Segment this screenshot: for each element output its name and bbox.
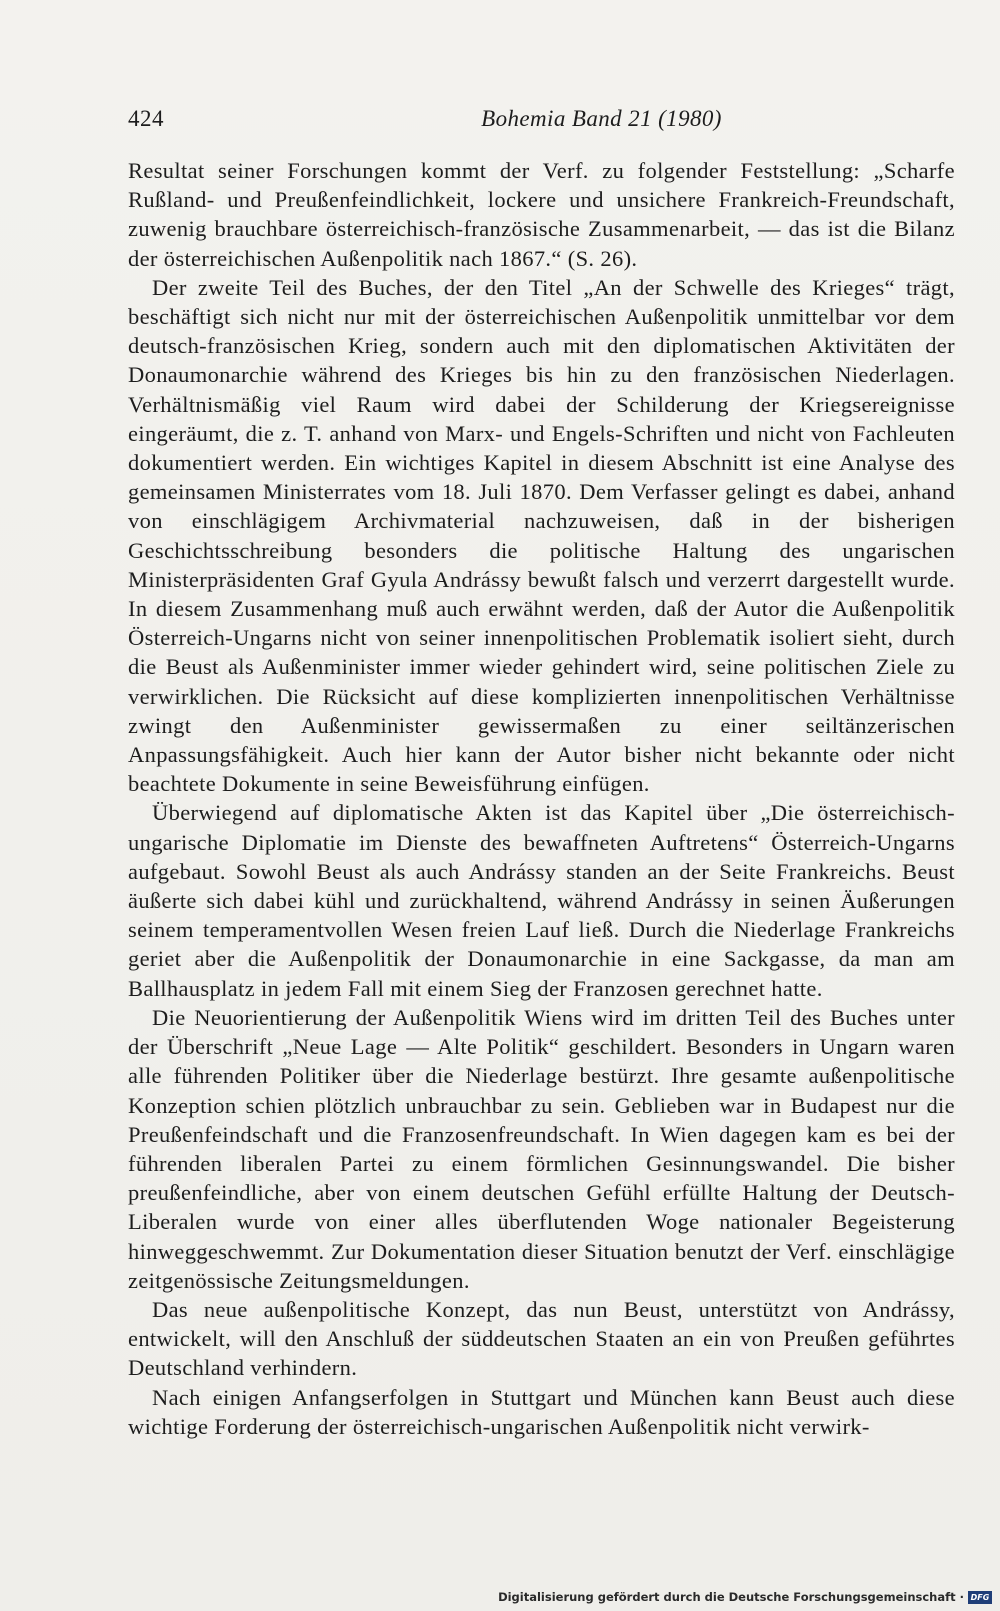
paragraph: Die Neuorientierung der Außenpolitik Wiens wird im dritten Teil des Buches unter der Überschrift „Neue Lage — Alte Politik“ geschildert. Besonders in Ungarn waren alle führenden Politiker über die Niederlage bestürzt. Ihre gesamte außenpolitische Konzeption schien plötzlich unbrauchbar zu sein. Geblieben war in Budapest nur die Preußenfeindschaft und die Franzosenfreundschaft. In Wien dagegen kam es bei der führenden liberalen Partei zu einem förmlichen Gesinnungswandel. Die bisher preußenfeindliche, aber von einem deutschen Gefühl erfüllte Haltung der Deutsch-Liberalen wurde von einer alles überflutenden Woge nationaler Begeisterung hinweggeschwemmt. Zur Dokumentation dieser Situation benutzt der Verf. einschlägige zeitgenössische Zeitungsmeldungen.	[128, 1004, 955, 1293]
paragraph: Das neue außenpolitische Konzept, das nun Beust, unterstützt von Andrássy, entwickelt, will den Anschluß der süddeutschen Staaten an ein von Preußen geführtes Deutschland verhindern.	[128, 1296, 955, 1381]
body-text	[128, 156, 955, 1441]
paragraph: Überwiegend auf diplomatische Akten ist das Kapitel über „Die österreichisch-ungarische Diplomatie im Dienste des bewaffneten Auftretens“ Österreich-Ungarns aufgebaut. Sowohl Beust als auch Andrássy standen an der Seite Frankreichs. Beust äußerte sich dabei kühl und zurückhaltend, während Andrássy in seinen Äußerungen seinem temperamentvollen Wesen freien Lauf ließ. Durch die Niederlage Frankreichs geriet aber die Außenpolitik der Donaumonarchie in eine Sackgasse, da man am Ballhausplatz in jedem Fall mit einem Sieg der Franzosen gerechnet hatte.	[128, 800, 955, 1001]
running-head: Bohemia Band 21 (1980)	[481, 106, 722, 131]
dfg-logo-icon: DFG	[968, 1591, 992, 1604]
paragraph: Resultat seiner Forschungen kommt der Verf. zu folgender Feststellung: „Scharfe Rußland- und Preußenfeindlichkeit, lockere und unsichere Frankreich-Freundschaft, zuwenig brauchbare österreichisch-französische Zusammenarbeit, — das ist die Bilanz der österreichischen Außenpolitik nach 1867.“ (S. 26).	[128, 158, 955, 271]
page-header	[128, 106, 955, 140]
page-number: 424	[128, 106, 164, 131]
paragraph: Der zweite Teil des Buches, der den Titel „An der Schwelle des Krieges“ trägt, beschäftigt sich nicht nur mit der österreichischen Außenpolitik unmittelbar vor dem deutsch-französischen Krieg, sondern auch mit den diplomatischen Aktivitäten der Donaumonarchie während des Krieges bis hin zu den französischen Niederlagen. Verhältnismäßig viel Raum wird dabei der Schilderung der Kriegsereignisse eingeräumt, die z. T. anhand von Marx- und Engels-Schriften und nicht von Fachleuten dokumentiert werden. Ein wichtiges Kapitel in diesem Abschnitt ist eine Analyse des gemeinsamen Ministerrates vom 18. Juli 1870. Dem Verfasser gelingt es dabei, anhand von einschlägigem Archivmaterial nachzuweisen, daß in der bisherigen Geschichtsschreibung besonders die politische Haltung des ungarischen Ministerpräsidenten Graf Gyula Andrássy bewußt falsch und verzerrt dargestellt wurde. In diesem Zusammenhang muß auch erwähnt werden, daß der Autor die Außenpolitik Österreich-Ungarns nicht von seiner innenpolitischen Problematik isoliert sieht, durch die Beust als Außenminister immer wieder gehindert wird, seine politischen Ziele zu verwirklichen. Die Rücksicht auf diese komplizierten innenpolitischen Verhältnisse zwingt den Außenminister gewissermaßen zu einer seiltänzerischen Anpassungsfähigkeit. Auch hier kann der Autor bisher nicht bekannte oder nicht beachtete Dokumente in seine Beweisführung einfügen.	[128, 274, 955, 797]
paragraph: Nach einigen Anfangserfolgen in Stuttgart und München kann Beust auch diese wichtige Forderung der österreichisch-ungarischen Außenpolitik nicht verwirk-	[128, 1384, 955, 1439]
digitization-footer	[498, 1587, 992, 1607]
digitization-credit: Digitalisierung gefördert durch die Deutsche Forschungsgemeinschaft ·	[498, 1590, 964, 1604]
